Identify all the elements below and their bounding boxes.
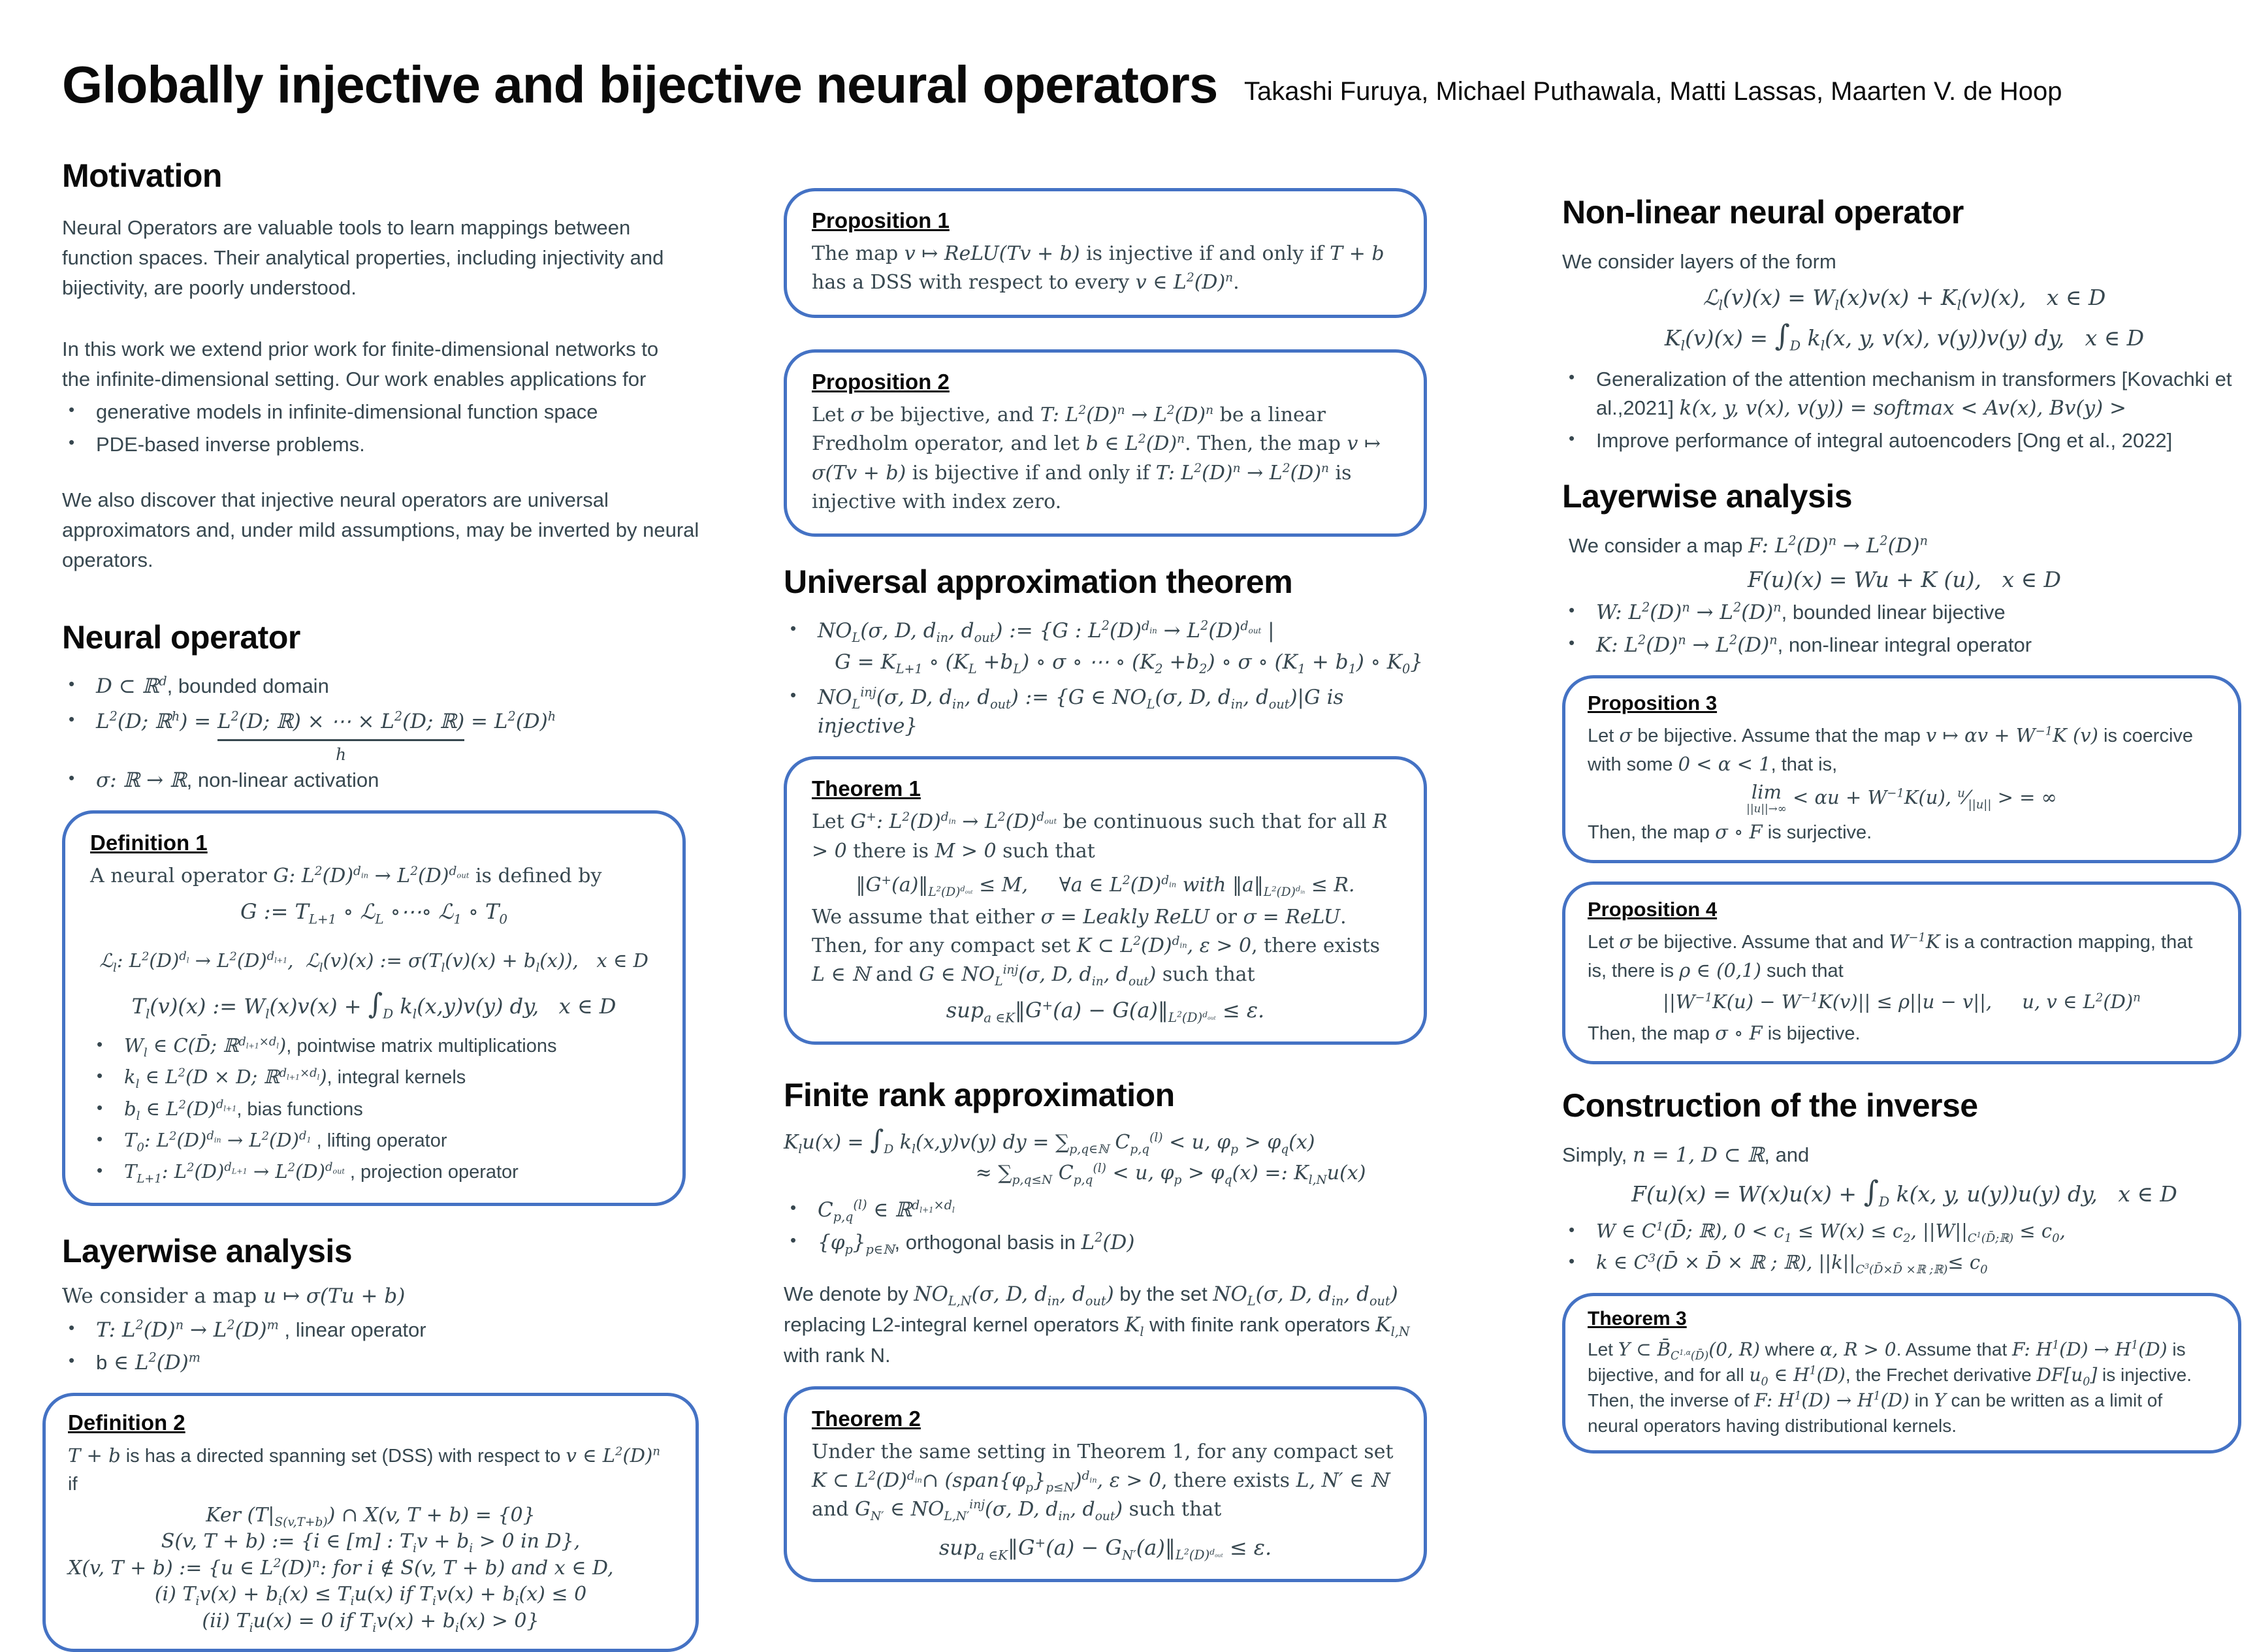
proposition-3-line-2: Then, the map σ ∘ F is surjective. (1588, 821, 1872, 844)
bullet-text: W: $L^2(D)^n \to L^2(D)^n$, bounded linear bijective (1596, 600, 2006, 625)
inverse-intro: Simply, n = 1, D ⊂ ℝ, and (1562, 1143, 1810, 1167)
bullet-dot: • (790, 1198, 797, 1218)
page-title: Globally injective and bijective neural operators (62, 56, 1218, 114)
theorem-3-text: Let Y ⊂ $B̄_{C^{1,\alpha}(D̄)}(0$, R) where α, R > 0. Assume that F: $H^1(D) \to H^1(D)$ is bijective, and for all $u_0$ ∈ $H^1(D)$, the Frechet derivative $DF[u_0]$ is injective. Then, the inverse of F: $H^1(D) \to H^1(D)$ in Y can be written as a limit of neural operators having distributional kernels. (1588, 1338, 2192, 1437)
theorem-1-label: Theorem 1 (812, 776, 921, 801)
bullet-text: PDE-based inverse problems. (96, 433, 365, 456)
bullet-text: $\{\varphi_p\}_{p\in ℕ}$, orthogonal basis in $L^2(D)$ (818, 1230, 1135, 1258)
layerwise-right-intro: We consider a map F: $L^2(D)^n \to L^2(D)^n$ (1569, 533, 1928, 558)
proposition-4-line-2: Then, the map σ ∘ F is bijective. (1588, 1021, 1861, 1044)
proposition-1-text: The map v ↦ ReLU(Tv + b) is injective if and only if T + b has a DSS with respect to every v ∈ $L^2(D)^n$. (812, 242, 1385, 294)
layerwise-left-heading: Layerwise analysis (62, 1233, 353, 1270)
definition-1-formula-2: ℒ$_l$: $L^2(D)^{d_l} \to L^2(D)^{d_{l+1}}$, ℒ$_l$(v)(x) := $\sigma(T_l(v)(x) + b_l(x))$, x ∈ D (99, 949, 648, 975)
theorem-2-line-1: Under the same setting in Theorem 1, for any compact set K ⊂ $L^2(D)^{d_{in}}\cap$ $(span\{\varphi_p\}_{p\le N})^{d_{in}}$, ε > 0, there exists L, N′ ∈ ℕ and $G_{N'}$ ∈ $NO_{L,N'}^{inj}(\sigma$, D, $d_{in}$, $d_{out}$) such that (812, 1440, 1394, 1524)
underbrace-content: $L^2(D$; ℝ) × ⋯ × $L^2(D$; ℝ) (217, 707, 464, 741)
bullet-dot: • (69, 432, 75, 453)
motivation-heading: Motivation (62, 157, 222, 194)
bullet-text: W ∈ $C^1(D̄$; ℝ), $0 < c_1 \le W(x) \le c_2$, $||W||_{C^1(D̄;ℝ)} \le c_0$, (1596, 1220, 2066, 1246)
underbrace-group (217, 707, 464, 766)
bullet-dot: • (1569, 1220, 1575, 1240)
theorem-1-line-1: Let G+: $L^2(D)^{d_{in}} \to L^2(D)^{d_{out}}$ be continuous such that for all R > 0 there is M > 0 such that (812, 810, 1388, 863)
bullet-text: $b_l$ ∈ $L^2(D)^{d_{l+1}}$, bias functions (124, 1097, 363, 1123)
proposition-4-label: Proposition 4 (1588, 898, 1718, 921)
bullet-text: K: $L^2(D)^n \to L^2(D)^n$, non-linear integral operator (1596, 633, 2032, 658)
proposition-4-box (1562, 882, 2241, 1064)
motivation-bullet-1 (62, 398, 728, 426)
theorem-1-box (784, 756, 1427, 1045)
bullet-dot: • (1569, 600, 1575, 620)
neural-op-bullet-2 (62, 707, 728, 766)
theorem-1-line-2: We assume that either σ = Leakly ReLU or σ = ReLU. Then, for any compact set K ⊂ $L^2(D)^{d_{in}}$, ε > 0, there exists L ∈ ℕ and G ∈ $NO_L^{inj}(\sigma$, D, $d_{in}$, $d_{out}$) such that (812, 905, 1381, 989)
uat-bullet-1 (784, 616, 1440, 676)
neural-op-bullet-3 (62, 766, 728, 795)
fra-bullet-1 (784, 1196, 1440, 1224)
neural-op-bullet-1 (62, 672, 728, 701)
bullet-dot: • (97, 1128, 103, 1149)
fra-bullet-2 (784, 1228, 1440, 1257)
definition-1-bullet-3 (90, 1096, 658, 1123)
definition-1-bullet-2 (90, 1064, 658, 1091)
proposition-2-label: Proposition 2 (812, 369, 950, 394)
nlno-heading: Non-linear neural operator (1562, 194, 1964, 230)
bullet-dot: • (790, 618, 797, 639)
proposition-3-formula: lim ||u||→∞ < $\alpha u + W^{-1}K(u)$, $^u⁄_{||u||}$ > = ∞ (1746, 781, 2057, 816)
right-column (1562, 193, 2247, 1453)
definition-2-intro: T + b is has a directed spanning set (DSS) with respect to v ∈ $L^2(D)^n$ if (68, 1444, 660, 1495)
definition-2-formula-2: S(v, T + b) := {i ∈ [m] : $T_iv + b_i > 0$ in D}, (161, 1530, 581, 1556)
definition-2-formula-1: Ker $(T|_{S(v,T+b)})$ ∩ X(v, T + b) = {0} (206, 1503, 536, 1529)
bullet-text (818, 616, 1440, 676)
motivation-paragraph-1: Neural Operators are valuable tools to learn mappings between function spaces. Their analytical properties, including injectivity and bijectivity, are poorly understood. (62, 216, 664, 299)
underbrace-label: h (336, 745, 347, 765)
motivation-paragraph-3: We also discover that injective neural operators are universal approximators and, under mild assumptions, may be inverted by neural operators. (62, 488, 699, 572)
nlno-bullet-1 (1562, 365, 2247, 422)
theorem-1-formula-1: $‖G^+(a)‖_{L^2(D)^{d_{out}}} \le M$, ∀a ∈ $L^2(D)^{d_{in}}$ with $‖a‖_{L^2(D)^{d_{in}}} \le R$. (856, 874, 1355, 900)
bullet-dot: • (790, 685, 797, 705)
bullet-text: $k_l$ ∈ $L^2(D \times D$; ℝ$^{d_{l+1}\times d_l}$), integral kernels (124, 1066, 466, 1092)
proposition-3-box (1562, 675, 2241, 863)
theorem-3-label: Theorem 3 (1588, 1307, 1687, 1329)
layerwise-right-bullet-2 (1562, 631, 2247, 659)
layerwise-right-heading: Layerwise analysis (1562, 478, 1853, 515)
bullet-text: D ⊂ ℝ$^d$, bounded domain (96, 673, 329, 699)
bullet-text: $W_l$ ∈ C(D̄; ℝ$^{d_{l+1}\times d_l}$), pointwise matrix multiplications (124, 1034, 557, 1060)
bullet-dot: • (97, 1066, 103, 1086)
motivation-paragraph-2: In this work we extend prior work for finite-dimensional networks to the infinite-dimensional setting. Our work enables applications for (62, 337, 659, 390)
uat-heading: Universal approximation theorem (784, 564, 1293, 601)
bullet-text: k ∈ $C^3(D̄$ × D̄ × ℝ ; ℝ), $||k||_{C^3(D̄\times D̄ \times ℝ ;ℝ)}\le c_0$ (1596, 1251, 1988, 1277)
theorem-3-box (1562, 1293, 2241, 1454)
bullet-text: Generalization of the attention mechanism in transformers [Kovachki et al.,2021] k(x, y, v(x), v(y)) = softmax < Av(x), Bv(y) > (1596, 367, 2232, 420)
bullet-text: T: $L^2(D)^n \to L^2(D)^m$ , linear operator (96, 1317, 426, 1342)
fra-formula-1: $K_lu(x) = \int_D$ $k_l(x,y)v(y)$ dy = $\sum_{p,q\in ℕ}$ $C_{p,q}^{(l)} < u$, $\varphi_p > \varphi_q(x)$ (784, 1124, 1315, 1157)
proposition-2-text: Let σ be bijective, and T: $L^2(D)^n \to L^2(D)^n$ be a linear Fredholm operator, and let b ∈ $L^2(D)^n$. Then, the map v ↦ σ(Tv + b) is bijective if and only if T: $L^2(D)^n \to L^2(D)^n$ is injective with index zero. (812, 403, 1381, 513)
bullet-dot: • (69, 709, 75, 729)
layerwise-left-bullet-2 (62, 1348, 728, 1377)
nlno-bullet-2 (1562, 426, 2247, 455)
fra-paragraph: We denote by $NO_{L,N}(\sigma$, D, $d_{in}$, $d_{out}$) by the set $NO_L(\sigma$, D, $d_{in}$, $d_{out}$) replacing L2-integral kernel operators $K_l$ with finite rank operators $K_{l,N}$ with rank N. (784, 1282, 1410, 1367)
bullet-dot: • (1569, 1251, 1575, 1271)
bullet-text: b ∈ $L^2(D)^m$ (96, 1350, 200, 1374)
bullet-dot: • (69, 1317, 75, 1337)
proposition-3-line-1: Let σ be bijective. Assume that the map v ↦ $\alpha v + W^{-1}K$ (v) is coercive with some 0 < α < 1, that is, (1588, 724, 2194, 776)
definition-2-formula-5: (ii) $T_iu(x) = 0$ if $T_iv(x) + b_i(x) > 0$} (202, 1609, 539, 1635)
definition-2-formula-4: (i) $T_iv(x) + b_i(x) \le T_iu(x)$ if $T_iv(x) + b_i(x) \le 0$ (154, 1583, 587, 1609)
bullet-dot: • (69, 400, 75, 420)
bullet-dot: • (1569, 366, 1575, 387)
bullet-dot: • (97, 1097, 103, 1117)
bullet-dot: • (69, 674, 75, 694)
definition-1-bullet-5 (90, 1158, 658, 1186)
inverse-bullet-1 (1562, 1218, 2247, 1245)
layerwise-right-bullet-1 (1562, 598, 2247, 627)
definition-1-label: Definition 1 (90, 831, 208, 855)
uat-bullet-1-line-1: $NO_L(\sigma$, D, $d_{in}$, $d_{out}$) := {G : $L^2(D)^{d_{in}} \to L^2(D)^{d_{out}}$ | (818, 618, 1275, 646)
nlno-formula-1: ℒ$_l$(v)(x) = $W_l(x)v(x) + K_l(v)(x)$, x ∈ D (1703, 284, 2106, 313)
nlno-formula-2: $K_l(v)(x) = \int_D$ $k_l(x$, y, v(x), v(y))v(y) dy, x ∈ D (1664, 319, 2145, 355)
motivation-bullet-2 (62, 430, 728, 459)
theorem-1-formula-2: sup$_{a \in K}$‖G+(a) − $G(a)‖_{L^2(D)^{d_{out}}} \le \varepsilon$. (946, 997, 1265, 1026)
bullet-dot: • (1569, 428, 1575, 448)
definition-1-formula-3: $T_l(v)(x)$ := $W_l(x)v(x) + \int_D$ $k_l(x,y)v(y)$ dy, x ∈ D (131, 988, 616, 1022)
definition-2-label: Definition 2 (68, 1410, 185, 1435)
definition-1-box (62, 810, 686, 1206)
bullet-dot: • (97, 1160, 103, 1180)
definition-2-box (42, 1393, 699, 1652)
bullet-text: $T_0$: $L^2(D)^{d_{in}} \to L^2(D)^{d_1}$ , lifting operator (124, 1128, 447, 1154)
fra-formula-2: ≈ $\sum_{p,q\le N}$ $C_{p,q}^{(l)} < u$, $\varphi_p > \varphi_q(x)$ =: $K_{l,N}u(x)$ (975, 1161, 1366, 1187)
uat-bullet-1-line-2: $G = K_{L+1}$ ∘ $(K_L +b_L)$ ∘ σ ∘ ⋯ ∘ $(K_2 +b_2)$ ∘ σ ∘ $(K_1 + b_1)$ ∘ $K_0$} (835, 650, 1423, 677)
definition-1-formula-1: G := $T_{L+1}$ ∘ ℒ$_L$ ∘⋯∘ ℒ$_1$ ∘ $T_0$ (240, 898, 507, 927)
definition-1-bullet-1 (90, 1032, 658, 1060)
layerwise-left-bullet-1 (62, 1316, 728, 1344)
inverse-formula: $F(u)(x) = W(x)u(x) + \int_D$ k(x, y, u(y))u(y) dy, x ∈ D (1631, 1174, 2177, 1210)
definition-2-formula-3: X(v, T + b) := {u ∈ $L^2(D)^n$: for i ∉ S(v, T + b) and x ∈ D, (68, 1556, 614, 1580)
fra-heading: Finite rank approximation (784, 1077, 1175, 1114)
proposition-3-label: Proposition 3 (1588, 691, 1718, 715)
bullet-text: σ: ℝ → ℝ, non-linear activation (96, 769, 379, 793)
theorem-2-label: Theorem 2 (812, 1406, 921, 1431)
proposition-1-label: Proposition 1 (812, 208, 950, 232)
bullet-text: generative models in infinite-dimensional function space (96, 400, 598, 424)
underbrace-pre: $L^2(D$; ℝ$^h$) = (96, 708, 217, 734)
neural-operator-heading: Neural operator (62, 619, 300, 656)
nlno-intro: We consider layers of the form (1562, 250, 1836, 273)
bullet-text: $NO_L^{inj}(\sigma$, D, $d_{in}$, $d_{out}$) := {G ∈ $NO_L(\sigma$, D, $d_{in}$, $d_{out})|G$ is injective} (818, 685, 1344, 739)
inverse-bullet-2 (1562, 1249, 2247, 1277)
definition-1-bullet-4 (90, 1127, 658, 1154)
definition-1-intro: A neural operator G: $L^2(D)^{d_{in}} \to L^2(D)^{d_{out}}$ is defined by (90, 865, 602, 888)
left-column (62, 157, 728, 1652)
authors-line: Takashi Furuya, Michael Puthawala, Matti Lassas, Maarten V. de Hoop (1244, 77, 2062, 106)
bullet-text: $T_{L+1}$: $L^2(D)^{d_{L+1}} \to L^2(D)^{d_{out}}$ , projection operator (124, 1160, 519, 1186)
bullet-text: $C_{p,q}^{(l)}$ ∈ ℝ$^{d_{l+1}\times d_l}$ (818, 1197, 955, 1225)
proposition-1-box (784, 188, 1427, 318)
bullet-dot: • (790, 1230, 797, 1250)
bullet-text (96, 707, 728, 766)
underbrace-post: = $L^2(D)^h$ (464, 708, 556, 734)
bullet-dot: • (69, 1350, 75, 1370)
bullet-dot: • (69, 768, 75, 788)
proposition-4-line-1: Let σ be bijective. Assume that and $W^{-1}K$ is a contraction mapping, that is, there is ρ ∈ (0,1) such that (1588, 930, 2193, 981)
theorem-2-formula-1: sup$_{a \in K}$‖G+(a) − $G_{N'}(a)‖_{L^2(D)^{d_{out}}} \le \varepsilon$. (938, 1534, 1272, 1563)
middle-column (784, 188, 1440, 1582)
proposition-4-formula: $||W^{-1}K(u) - W^{-1}K(v)|| \le \rho||u - v||$, u, v ∈ $L^2(D)^n$ (1663, 990, 2141, 1013)
bullet-text: Improve performance of integral autoencoders [Ong et al., 2022] (1596, 429, 2173, 452)
layerwise-left-intro: We consider a map u ↦ σ(Tu + b) (62, 1284, 406, 1309)
theorem-2-box (784, 1386, 1427, 1582)
bullet-dot: • (97, 1034, 103, 1055)
uat-bullet-2 (784, 683, 1440, 740)
proposition-2-box (784, 349, 1427, 537)
bullet-dot: • (1569, 633, 1575, 653)
layerwise-right-formula: F(u)(x) = Wu + K (u), x ∈ D (1748, 566, 2061, 592)
inverse-heading: Construction of the inverse (1562, 1087, 1978, 1124)
